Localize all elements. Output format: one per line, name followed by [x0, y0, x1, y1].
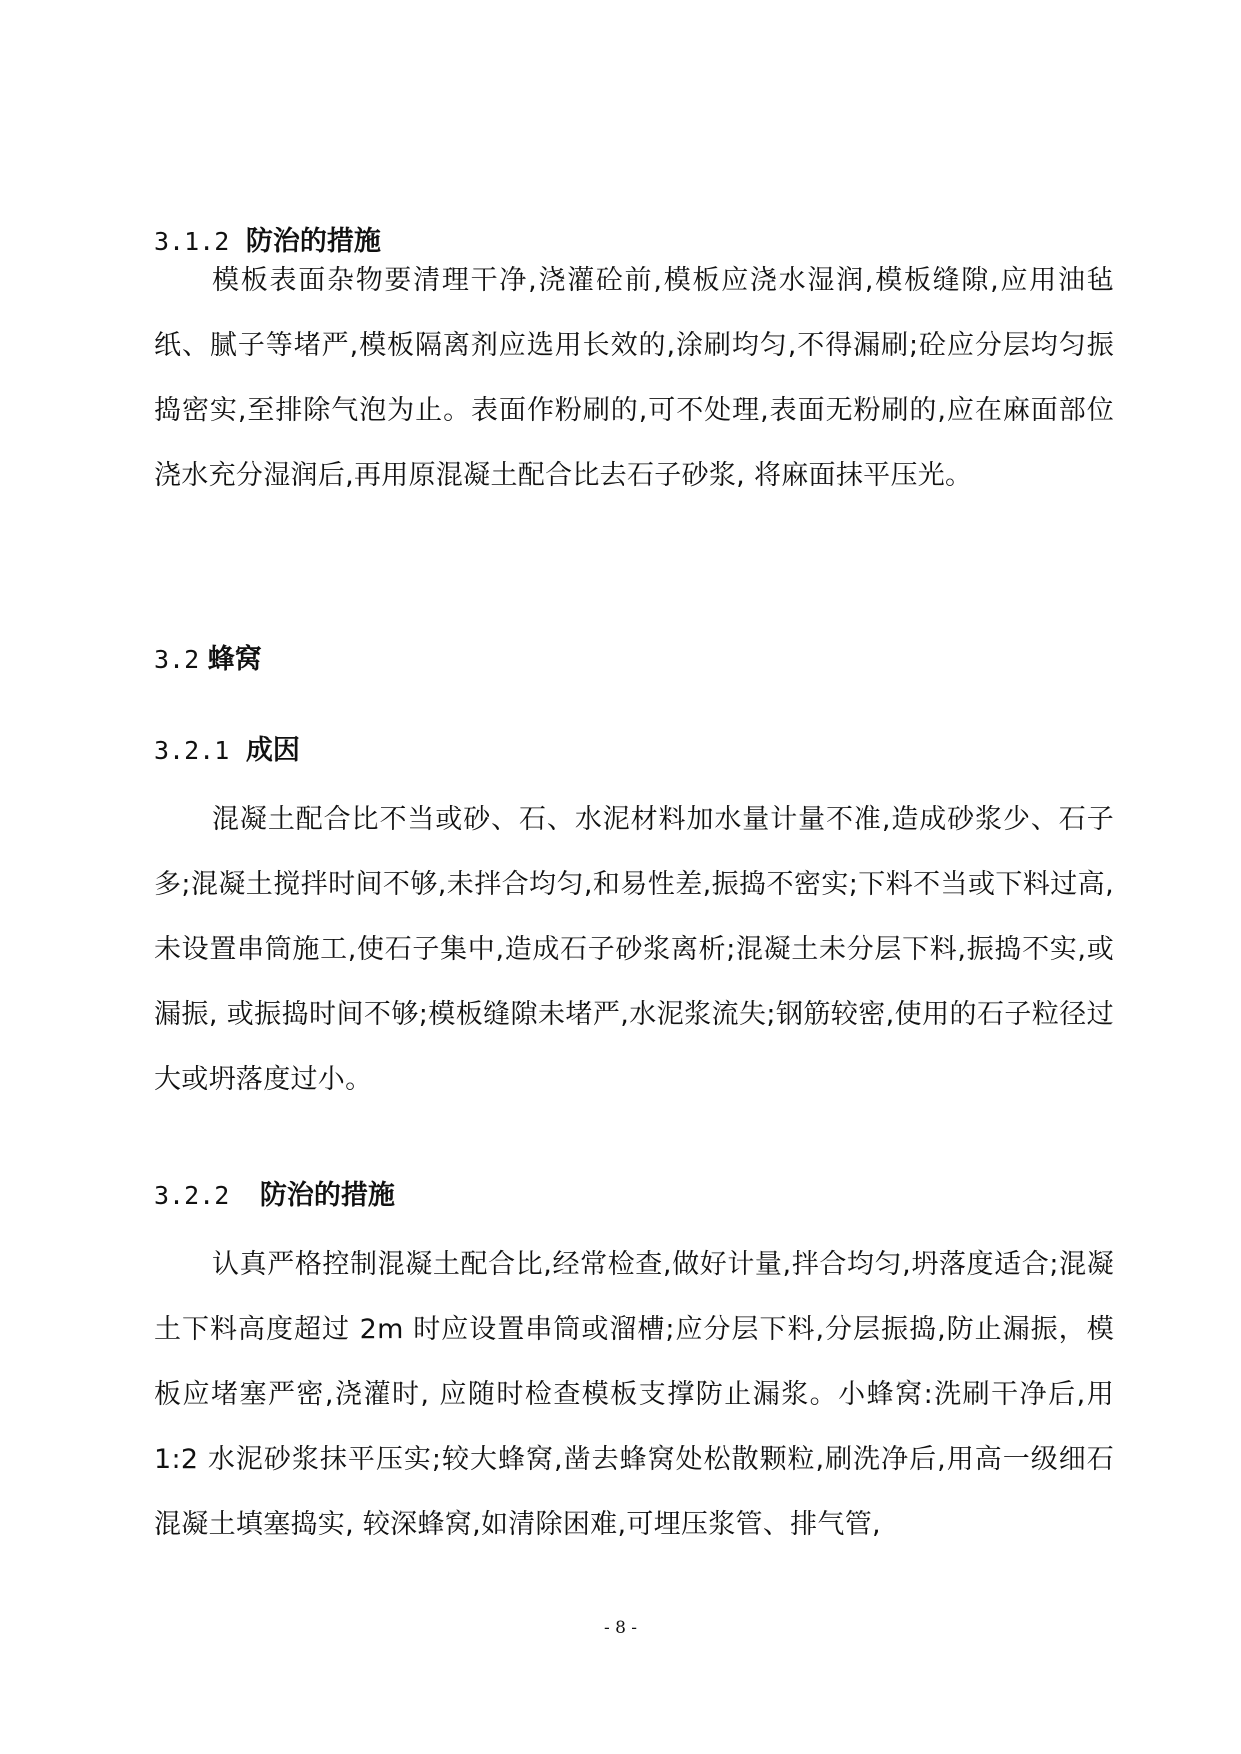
- heading-3-2-1: [154, 731, 300, 771]
- section-number: 3.2.2: [154, 1181, 230, 1210]
- section-title: 防治的措施: [245, 226, 381, 257]
- paragraph-3-2-2: 认真严格控制混凝土配合比,经常检查,做好计量,拌合均匀,坍落度适合;混凝土下料高度超过 2m 时应设置串筒或溜槽;应分层下料,分层振捣,防止漏振，模板应堵塞严密,浇灌时, 应随时检查模板支撑防止漏浆。小蜂窝:洗刷干净后,用 1:2 水泥砂浆抹平压实;较大蜂窝,凿去蜂窝处松散颗粒,刷洗净后,用高一级细石混凝土填塞捣实, 较深蜂窝,如清除困难,可埋压浆管、排气管,: [154, 1249, 1114, 1540]
- heading-3-2-2: [154, 1176, 395, 1216]
- section-title: 蜂窝: [207, 644, 262, 675]
- paragraph-3-1-2: 模板表面杂物要清理干净,浇灌砼前,模板应浇水湿润,模板缝隙,应用油毡纸、腻子等堵严,模板隔离剂应选用长效的,涂刷均匀,不得漏刷;砼应分层均匀振捣密实,至排除气泡为止。表面作粉刷的,可不处理,表面无粉刷的,应在麻面部位浇水充分湿润后,再用原混凝土配合比去石子砂浆, 将麻面抹平压光。: [154, 265, 1114, 491]
- paragraph-3-2-1: 混凝土配合比不当或砂、石、水泥材料加水量计量不准,造成砂浆少、石子多;混凝土搅拌时间不够,未拌合均匀,和易性差,振捣不密实;下料不当或下料过高,未设置串筒施工,使石子集中,造成石子砂浆离析;混凝土未分层下料,振捣不实,或漏振, 或振捣时间不够;模板缝隙未堵严,水泥浆流失;钢筋较密,使用的石子粒径过大或坍落度过小。: [154, 804, 1114, 1095]
- section-number: 3.1.2: [154, 227, 230, 256]
- section-number: 3.2: [154, 645, 200, 674]
- page-number: - 8 -: [603, 1618, 638, 1638]
- section-number: 3.2.1: [154, 736, 230, 765]
- heading-3-2: [154, 640, 262, 680]
- section-title: 防治的措施: [259, 1180, 395, 1211]
- section-title: 成因: [245, 735, 300, 766]
